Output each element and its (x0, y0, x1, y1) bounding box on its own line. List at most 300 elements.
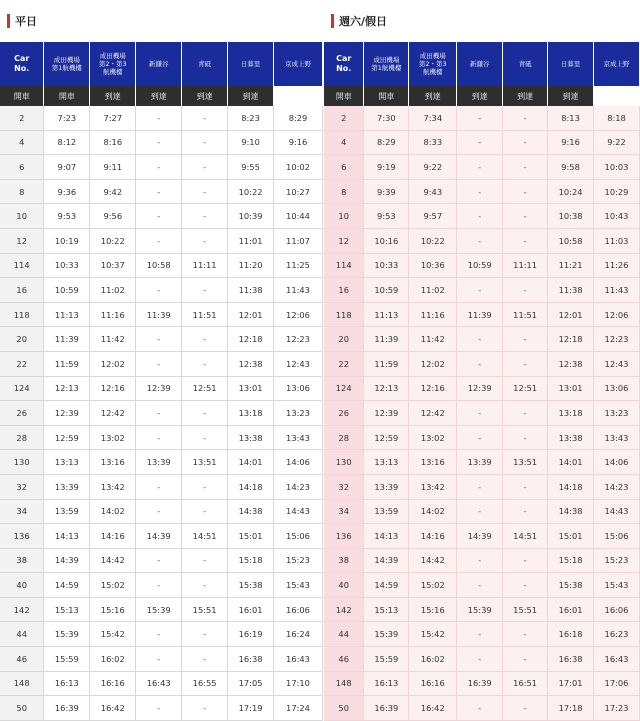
time-cell: 11:39 (44, 327, 90, 352)
time-cell: 8:18 (594, 106, 640, 130)
time-cell: - (457, 155, 503, 180)
car-number-cell: 16 (0, 278, 44, 303)
time-cell: 12:16 (90, 376, 136, 401)
time-cell: 13:59 (44, 499, 90, 524)
time-cell: 17:06 (594, 671, 640, 696)
time-cell: 14:42 (409, 548, 457, 573)
table-row (324, 622, 640, 647)
time-cell: 11:43 (594, 278, 640, 303)
time-cell: - (503, 573, 548, 598)
car-number-cell: 124 (0, 376, 44, 401)
time-cell: - (503, 179, 548, 204)
car-number-cell: 118 (324, 302, 364, 327)
table-row (0, 376, 323, 401)
table-row (0, 106, 323, 130)
time-cell: 14:38 (228, 499, 274, 524)
time-cell: 11:03 (594, 228, 640, 253)
time-cell: - (457, 647, 503, 672)
car-number-cell: 12 (324, 228, 364, 253)
car-number-cell: 40 (0, 573, 44, 598)
time-cell: 15:13 (44, 597, 90, 622)
time-cell: - (503, 548, 548, 573)
time-cell: 14:02 (90, 499, 136, 524)
subheader-arrive: 到達 (457, 86, 503, 106)
time-cell: - (182, 474, 228, 499)
col-header-nippori: 日暮里 (228, 42, 274, 86)
time-cell: 14:38 (548, 499, 594, 524)
time-cell: 17:23 (594, 696, 640, 721)
col-header-keisei-ueno: 京成上野 (274, 42, 323, 86)
car-number-cell: 20 (0, 327, 44, 352)
time-cell: 15:59 (44, 647, 90, 672)
time-cell: 15:18 (228, 548, 274, 573)
time-cell: 15:38 (228, 573, 274, 598)
time-cell: - (503, 130, 548, 155)
time-cell: 12:43 (594, 351, 640, 376)
time-cell: 8:29 (274, 106, 323, 130)
time-cell: - (182, 106, 228, 130)
time-cell: 14:51 (182, 524, 228, 549)
time-cell: 14:43 (274, 499, 323, 524)
car-number-cell: 6 (0, 155, 44, 180)
time-cell: 8:13 (548, 106, 594, 130)
time-cell: 13:42 (90, 474, 136, 499)
car-number-cell: 130 (0, 450, 44, 475)
time-cell: 15:23 (594, 548, 640, 573)
weekend-header-row (324, 42, 640, 86)
time-cell: 15:42 (90, 622, 136, 647)
time-cell: 12:59 (44, 425, 90, 450)
car-number-cell: 34 (0, 499, 44, 524)
table-row (0, 179, 323, 204)
time-cell: 16:39 (44, 696, 90, 721)
table-row (0, 401, 323, 426)
time-cell: - (182, 647, 228, 672)
time-cell: - (182, 351, 228, 376)
time-cell: 13:01 (228, 376, 274, 401)
time-cell: 12:39 (457, 376, 503, 401)
time-cell: 7:30 (364, 106, 409, 130)
time-cell: 9:10 (228, 130, 274, 155)
weekday-timetable (0, 42, 323, 721)
time-cell: 11:21 (548, 253, 594, 278)
table-row (0, 450, 323, 475)
time-cell: 12:23 (274, 327, 323, 352)
time-cell: 12:39 (44, 401, 90, 426)
time-cell: 11:11 (182, 253, 228, 278)
time-cell: 13:13 (44, 450, 90, 475)
time-cell: 11:26 (594, 253, 640, 278)
time-cell: 9:43 (409, 179, 457, 204)
table-row (0, 130, 323, 155)
table-row (0, 204, 323, 229)
time-cell: 11:02 (409, 278, 457, 303)
time-cell: 11:42 (90, 327, 136, 352)
table-row (324, 597, 640, 622)
time-cell: - (136, 499, 182, 524)
time-cell: 11:38 (548, 278, 594, 303)
time-cell: 16:18 (548, 622, 594, 647)
time-cell: 15:42 (409, 622, 457, 647)
time-cell: 14:43 (594, 499, 640, 524)
time-cell: 12:51 (503, 376, 548, 401)
table-row (0, 351, 323, 376)
time-cell: 13:42 (409, 474, 457, 499)
time-cell: 14:51 (503, 524, 548, 549)
time-cell: 13:39 (364, 474, 409, 499)
time-cell: 15:06 (594, 524, 640, 549)
time-cell: 10:33 (364, 253, 409, 278)
time-cell: - (136, 204, 182, 229)
time-cell: 9:57 (409, 204, 457, 229)
time-cell: - (503, 499, 548, 524)
table-row (0, 155, 323, 180)
time-cell: 16:19 (228, 622, 274, 647)
subheader-depart: 開車 (324, 86, 364, 106)
time-cell: - (503, 278, 548, 303)
car-number-cell: 2 (324, 106, 364, 130)
car-number-cell: 38 (0, 548, 44, 573)
time-cell: 10:37 (90, 253, 136, 278)
time-cell: - (182, 228, 228, 253)
time-cell: 11:16 (409, 302, 457, 327)
car-number-cell: 136 (0, 524, 44, 549)
time-cell: 16:55 (182, 671, 228, 696)
time-cell: 14:06 (274, 450, 323, 475)
subheader-arrive: 到達 (548, 86, 594, 106)
time-cell: 10:58 (136, 253, 182, 278)
time-cell: 15:23 (274, 548, 323, 573)
time-cell: - (457, 327, 503, 352)
car-number-cell: 10 (0, 204, 44, 229)
car-number-cell: 118 (0, 302, 44, 327)
car-number-cell: 142 (0, 597, 44, 622)
time-cell: 11:13 (364, 302, 409, 327)
time-cell: 13:16 (409, 450, 457, 475)
time-cell: 16:13 (364, 671, 409, 696)
time-cell: 12:42 (90, 401, 136, 426)
time-cell: 14:01 (228, 450, 274, 475)
time-cell: - (182, 204, 228, 229)
car-number-cell: 38 (324, 548, 364, 573)
time-cell: - (136, 647, 182, 672)
time-cell: - (503, 327, 548, 352)
time-cell: - (136, 548, 182, 573)
subheader-arrive: 到達 (228, 86, 274, 106)
car-number-cell: 28 (324, 425, 364, 450)
table-row (0, 499, 323, 524)
time-cell: 11:59 (44, 351, 90, 376)
car-number-cell: 16 (324, 278, 364, 303)
time-cell: 13:39 (136, 450, 182, 475)
time-cell: - (457, 548, 503, 573)
time-cell: 10:19 (44, 228, 90, 253)
car-number-cell: 114 (324, 253, 364, 278)
time-cell: 14:23 (594, 474, 640, 499)
table-row (0, 278, 323, 303)
time-cell: - (503, 351, 548, 376)
time-cell: 11:51 (503, 302, 548, 327)
time-cell: - (457, 696, 503, 721)
time-cell: 10:44 (274, 204, 323, 229)
car-number-cell: 114 (0, 253, 44, 278)
time-cell: - (503, 106, 548, 130)
time-cell: 14:42 (90, 548, 136, 573)
subheader-arrive: 到達 (90, 86, 136, 106)
time-cell: - (136, 278, 182, 303)
time-cell: 15:51 (182, 597, 228, 622)
time-cell: 13:02 (409, 425, 457, 450)
time-cell: 7:34 (409, 106, 457, 130)
time-cell: 10:33 (44, 253, 90, 278)
table-row (324, 450, 640, 475)
time-cell: - (182, 155, 228, 180)
car-number-cell: 130 (324, 450, 364, 475)
car-number-cell: 44 (0, 622, 44, 647)
time-cell: 9:22 (594, 130, 640, 155)
weekday-title-text: 平日 (15, 15, 37, 28)
time-cell: - (457, 425, 503, 450)
time-cell: - (136, 474, 182, 499)
time-cell: 10:59 (364, 278, 409, 303)
time-cell: - (136, 228, 182, 253)
time-cell: 16:38 (548, 647, 594, 672)
table-row (0, 573, 323, 598)
time-cell: 15:51 (503, 597, 548, 622)
time-cell: 10:24 (548, 179, 594, 204)
weekend-panel (324, 0, 640, 721)
table-row (324, 401, 640, 426)
table-row (324, 647, 640, 672)
time-cell: 12:43 (274, 351, 323, 376)
time-cell: 12:38 (228, 351, 274, 376)
time-cell: - (457, 474, 503, 499)
time-cell: 12:02 (409, 351, 457, 376)
time-cell: 11:20 (228, 253, 274, 278)
weekday-title (0, 0, 323, 42)
time-cell: 11:16 (90, 302, 136, 327)
table-row (324, 179, 640, 204)
time-cell: 13:51 (503, 450, 548, 475)
time-cell: 11:38 (228, 278, 274, 303)
time-cell: 15:02 (90, 573, 136, 598)
time-cell: 8:23 (228, 106, 274, 130)
time-cell: - (503, 647, 548, 672)
time-cell: 7:23 (44, 106, 90, 130)
time-cell: 9:58 (548, 155, 594, 180)
time-cell: - (182, 622, 228, 647)
time-cell: - (182, 548, 228, 573)
time-cell: 13:02 (90, 425, 136, 450)
time-cell: 16:01 (228, 597, 274, 622)
car-number-cell: 40 (324, 573, 364, 598)
time-cell: 12:39 (364, 401, 409, 426)
car-number-cell: 124 (324, 376, 364, 401)
table-row (324, 671, 640, 696)
col-header-aoto: 青砥 (503, 42, 548, 86)
car-number-cell: 34 (324, 499, 364, 524)
time-cell: 17:05 (228, 671, 274, 696)
table-row (0, 622, 323, 647)
time-cell: - (182, 278, 228, 303)
table-row (324, 696, 640, 721)
table-row (324, 499, 640, 524)
table-row (324, 228, 640, 253)
time-cell: 12:23 (594, 327, 640, 352)
time-cell: 10:27 (274, 179, 323, 204)
time-cell: 10:29 (594, 179, 640, 204)
time-cell: 16:06 (274, 597, 323, 622)
col-header-narita-t1: 成田機場 第1航機樓 (364, 42, 409, 86)
time-cell: 15:39 (44, 622, 90, 647)
car-number-cell: 136 (324, 524, 364, 549)
car-number-cell: 46 (0, 647, 44, 672)
time-cell: - (182, 573, 228, 598)
time-cell: 14:39 (44, 548, 90, 573)
time-cell: 16:16 (409, 671, 457, 696)
time-cell: 13:06 (274, 376, 323, 401)
time-cell: 8:33 (409, 130, 457, 155)
weekend-timetable (324, 42, 640, 721)
time-cell: 12:02 (90, 351, 136, 376)
weekday-table-body (0, 106, 323, 720)
time-cell: - (457, 622, 503, 647)
time-cell: - (503, 696, 548, 721)
time-cell: - (136, 425, 182, 450)
time-cell: - (457, 351, 503, 376)
time-cell: 9:19 (364, 155, 409, 180)
time-cell: 13:18 (228, 401, 274, 426)
time-cell: - (136, 179, 182, 204)
time-cell: 13:01 (548, 376, 594, 401)
time-cell: - (136, 327, 182, 352)
time-cell: 12:39 (136, 376, 182, 401)
time-cell: - (457, 401, 503, 426)
time-cell: 8:12 (44, 130, 90, 155)
time-cell: 11:39 (136, 302, 182, 327)
table-row (0, 696, 323, 721)
table-row (324, 376, 640, 401)
col-header-nippori: 日暮里 (548, 42, 594, 86)
time-cell: - (457, 106, 503, 130)
time-cell: 14:23 (274, 474, 323, 499)
car-number-cell: 28 (0, 425, 44, 450)
time-cell: 9:16 (548, 130, 594, 155)
table-row (324, 302, 640, 327)
table-row (0, 671, 323, 696)
time-cell: - (136, 106, 182, 130)
time-cell: 16:39 (364, 696, 409, 721)
time-cell: 15:39 (457, 597, 503, 622)
time-cell: 15:16 (409, 597, 457, 622)
time-cell: 8:29 (364, 130, 409, 155)
time-cell: 13:23 (594, 401, 640, 426)
table-row (0, 253, 323, 278)
time-cell: 9:53 (44, 204, 90, 229)
time-cell: 12:13 (44, 376, 90, 401)
weekday-header-row (0, 42, 323, 86)
table-row (0, 524, 323, 549)
time-cell: 13:23 (274, 401, 323, 426)
time-cell: 10:03 (594, 155, 640, 180)
time-cell: 16:39 (457, 671, 503, 696)
time-cell: - (136, 155, 182, 180)
time-cell: 12:01 (228, 302, 274, 327)
time-cell: 16:43 (594, 647, 640, 672)
time-cell: 11:51 (182, 302, 228, 327)
time-cell: 10:43 (594, 204, 640, 229)
time-cell: - (182, 696, 228, 721)
col-header-shin-kamagaya: 新鎌谷 (457, 42, 503, 86)
table-row (324, 155, 640, 180)
time-cell: 14:13 (44, 524, 90, 549)
time-cell: 15:43 (594, 573, 640, 598)
time-cell: - (503, 401, 548, 426)
col-header-shin-kamagaya: 新鎌谷 (136, 42, 182, 86)
time-cell: 13:18 (548, 401, 594, 426)
car-number-cell: 8 (0, 179, 44, 204)
time-cell: 9:36 (44, 179, 90, 204)
time-cell: 10:59 (44, 278, 90, 303)
time-cell: 9:11 (90, 155, 136, 180)
car-number-cell: 20 (324, 327, 364, 352)
time-cell: 16:13 (44, 671, 90, 696)
table-row (324, 278, 640, 303)
time-cell: - (182, 425, 228, 450)
car-number-cell: 6 (324, 155, 364, 180)
car-number-cell: 32 (0, 474, 44, 499)
time-cell: 15:39 (364, 622, 409, 647)
table-row (0, 597, 323, 622)
time-cell: - (457, 573, 503, 598)
time-cell: 17:24 (274, 696, 323, 721)
table-row (0, 647, 323, 672)
col-header-narita-t23: 成田機場 第2・第3 航機樓 (409, 42, 457, 86)
time-cell: 11:11 (503, 253, 548, 278)
time-cell: - (136, 130, 182, 155)
time-cell: 16:06 (594, 597, 640, 622)
time-cell: 14:59 (364, 573, 409, 598)
time-cell: 12:16 (409, 376, 457, 401)
col-header-aoto: 青砥 (182, 42, 228, 86)
weekend-title (324, 0, 640, 42)
time-cell: 13:51 (182, 450, 228, 475)
time-cell: - (182, 327, 228, 352)
table-row (324, 524, 640, 549)
car-number-cell: 50 (0, 696, 44, 721)
col-header-car-no: Car No. (0, 42, 44, 86)
subheader-depart: 開車 (44, 86, 90, 106)
time-cell: 10:36 (409, 253, 457, 278)
time-cell: 16:43 (274, 647, 323, 672)
time-cell: 14:18 (228, 474, 274, 499)
time-cell: 14:02 (409, 499, 457, 524)
time-cell: 16:01 (548, 597, 594, 622)
time-cell: 11:13 (44, 302, 90, 327)
time-cell: 12:59 (364, 425, 409, 450)
time-cell: 16:43 (136, 671, 182, 696)
time-cell: 9:53 (364, 204, 409, 229)
time-cell: 16:16 (90, 671, 136, 696)
time-cell: 16:38 (228, 647, 274, 672)
time-cell: 11:43 (274, 278, 323, 303)
time-cell: 9:22 (409, 155, 457, 180)
time-cell: 12:13 (364, 376, 409, 401)
time-cell: 17:18 (548, 696, 594, 721)
title-accent-bar (331, 14, 334, 28)
time-cell: 16:24 (274, 622, 323, 647)
car-number-cell: 4 (324, 130, 364, 155)
